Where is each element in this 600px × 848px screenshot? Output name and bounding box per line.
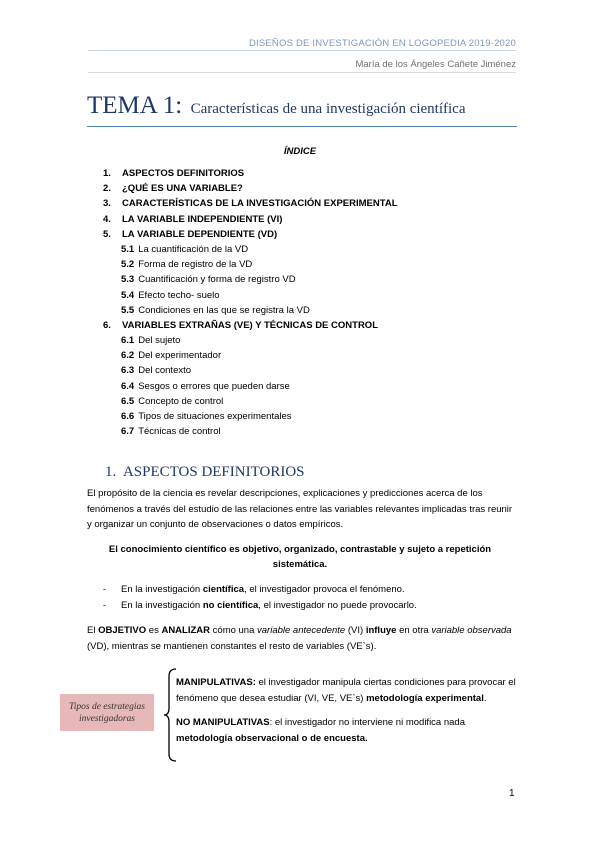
toc-subitem[interactable]: 6.6 Tipos de situaciones experimentales <box>121 411 292 422</box>
toc-item[interactable]: 3. CARACTERÍSTICAS DE LA INVESTIGACIÓN EXPERIMENTAL <box>103 198 398 210</box>
running-header-author: María de los Ángeles Cañete Jiménez <box>355 59 516 70</box>
list-item: - En la investigación científica, el investigador provoca el fenómeno. <box>103 584 405 595</box>
header-divider-2 <box>88 72 516 73</box>
objective-paragraph: El OBJETIVO es ANALIZAR cómo una variable antecedente (VI) influye en otra variable observada (VD), mientras se mantienen constantes el resto de variables (VE`s). <box>87 625 512 652</box>
index-heading: ÍNDICE <box>283 146 317 157</box>
bullet-list <box>103 582 417 614</box>
running-header-course: DISEÑOS DE INVESTIGACIÓN EN LOGOPEDIA 2019-2020 <box>248 38 516 49</box>
toc-subitem[interactable]: 5.5 Condiciones en las que se registra la VD <box>121 304 310 316</box>
toc-item[interactable]: 6. VARIABLES EXTRAÑAS (VE) Y TÉCNICAS DE CONTROL <box>103 319 378 331</box>
title-subtitle: Características de una investigación científica <box>190 101 466 117</box>
toc-subitem[interactable]: 6.7 Técnicas de control <box>121 426 221 438</box>
intro-paragraph: El propósito de la ciencia es revelar descripciones, explicaciones y predicciones acerca de los fenómenos a través del estudio de las relaciones entre las variables relevantes implicadas tras reunir y organizar un conjunto de observaciones o datos empíricos. <box>87 488 513 530</box>
toc-item[interactable]: 1. ASPECTOS DEFINITORIOS <box>103 168 245 179</box>
list-item: - En la investigación no científica, el investigador no puede provocarlo. <box>103 600 417 611</box>
toc-item[interactable]: 2. ¿QUÉ ES UNA VARIABLE? <box>103 183 243 195</box>
page-title <box>87 92 517 120</box>
toc-item[interactable]: 5. LA VARIABLE DEPENDIENTE (VD) <box>103 228 278 240</box>
toc-item[interactable]: 4. LA VARIABLE INDEPENDIENTE (VI) <box>103 213 283 225</box>
section-heading <box>105 464 305 481</box>
toc-subitem[interactable]: 6.1 Del sujeto <box>121 335 181 347</box>
toc-subitem[interactable]: 5.3 Cuantificación y forma de registro VD <box>121 274 296 286</box>
title-underline <box>87 126 517 127</box>
section-number: 1. <box>105 464 117 480</box>
section-title: ASPECTOS DEFINITORIOS <box>122 464 305 480</box>
toc-subitem[interactable]: 5.1 La cuantificación de la VD <box>121 243 249 255</box>
non-manipulative-description: NO MANIPULATIVAS: el investigador no interviene ni modifica nada metodología observacional o de encuesta. <box>176 717 465 744</box>
toc-subitem[interactable]: 6.2 Del experimentador <box>121 350 222 362</box>
strategy-types-box: Tipos de estrategias investigadoras <box>60 694 154 731</box>
table-of-contents <box>103 166 398 439</box>
toc-subitem[interactable]: 6.3 Del contexto <box>121 365 192 377</box>
title-number: TEMA 1: <box>87 92 183 119</box>
toc-subitem[interactable]: 5.2 Forma de registro de la VD <box>121 259 253 271</box>
header-divider <box>88 50 516 51</box>
toc-subitem[interactable]: 5.4 Efecto techo- suelo <box>121 289 220 301</box>
highlight-statement: El conocimiento científico es objetivo, organizado, contrastable y sujeto a repetición sistemática. <box>108 544 492 570</box>
toc-subitem[interactable]: 6.4 Sesgos o errores que pueden darse <box>121 380 290 392</box>
curly-brace-icon <box>163 668 177 762</box>
toc-subitem[interactable]: 6.5 Concepto de control <box>121 395 224 407</box>
manipulative-description: MANIPULATIVAS: el investigador manipula ciertas condiciones para provocar el fenómeno que desea estudiar (VI, VE, VE`s) metodología experimental. <box>176 677 516 704</box>
